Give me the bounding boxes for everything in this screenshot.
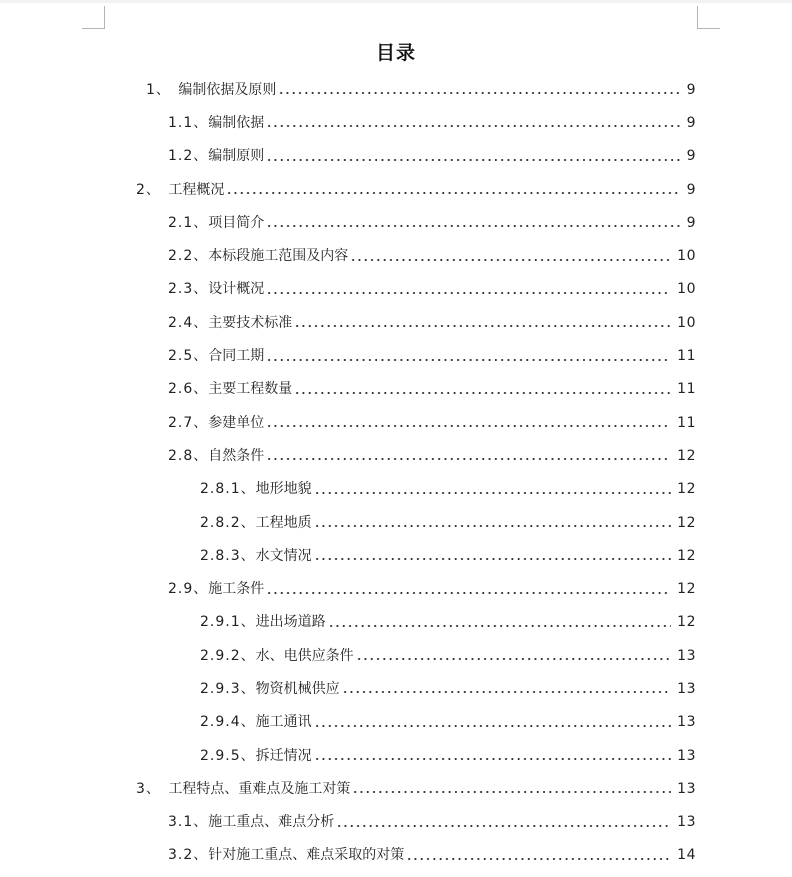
toc-dot-leader [226, 191, 680, 195]
toc-entry-text: 施工重点、难点分析 [208, 814, 335, 831]
toc-dot-leader [406, 857, 671, 861]
toc-entry-page: 10 [677, 314, 696, 331]
toc-entry[interactable] [0, 572, 792, 605]
toc-entry-page: 12 [677, 614, 696, 631]
toc-entry-page: 13 [677, 747, 696, 764]
toc-title: 目录 [375, 42, 416, 64]
toc-entry[interactable] [0, 639, 792, 672]
toc-dot-leader [294, 324, 671, 328]
toc-entry-number: 2.9、 [168, 581, 209, 598]
toc-dot-leader [266, 424, 671, 428]
toc-entry-number: 2.8.2、 [200, 514, 256, 531]
toc-dot-leader [356, 657, 672, 661]
toc-entry-number: 2.9.4、 [200, 714, 256, 731]
toc-entry[interactable] [0, 339, 792, 372]
toc-entry-text: 水文情况 [255, 547, 312, 564]
toc-entry-text: 编制原则 [208, 148, 265, 165]
toc-entry-page: 13 [677, 647, 696, 664]
toc-entry-number: 2.9.2、 [200, 647, 256, 664]
toc-entry-text: 地形地貌 [255, 481, 312, 498]
toc-dot-leader [314, 491, 672, 495]
toc-entry-number: 2.8.1、 [200, 481, 256, 498]
toc-entry-number: 2、 [136, 181, 167, 198]
toc-entry[interactable] [0, 140, 792, 173]
toc-entry[interactable] [0, 806, 792, 839]
toc-dot-leader [328, 624, 672, 628]
toc-entry-page: 12 [677, 581, 696, 598]
toc-entry-number: 2.6、 [168, 381, 209, 398]
toc-entry-number: 3.2、 [168, 847, 209, 864]
toc-entry[interactable] [0, 606, 792, 639]
margin-corner-mark-right [697, 6, 720, 29]
toc-dot-leader [350, 258, 671, 262]
toc-entry-page: 10 [677, 281, 696, 298]
toc-entry[interactable] [0, 672, 792, 705]
toc-entry[interactable] [0, 373, 792, 406]
toc-entry[interactable] [0, 439, 792, 472]
toc-entry-number: 1.1、 [168, 114, 209, 131]
toc-dot-leader [294, 391, 671, 395]
toc-entry-text: 编制依据及原则 [178, 81, 277, 98]
toc-dot-leader [352, 790, 671, 794]
toc-entry-text: 针对施工重点、难点采取的对策 [208, 847, 405, 864]
toc-dot-leader [314, 724, 672, 728]
toc-entry-page: 9 [686, 148, 696, 165]
toc-entry-text: 拆迁情况 [255, 747, 312, 764]
toc-dot-leader [314, 524, 672, 528]
toc-entry-number: 3.1、 [168, 814, 209, 831]
toc-entry-text: 工程地质 [255, 514, 312, 531]
toc-dot-leader [266, 457, 671, 461]
toc-entry-text: 自然条件 [208, 447, 265, 464]
toc-entry-text: 项目简介 [208, 214, 265, 231]
toc-entry-page: 12 [677, 481, 696, 498]
toc-entry-number: 2.5、 [168, 348, 209, 365]
toc-entry-page: 13 [677, 780, 696, 797]
toc-entry-page: 13 [677, 680, 696, 697]
toc-entry-number: 2.7、 [168, 414, 209, 431]
toc-entry[interactable] [0, 839, 792, 872]
toc-entry-number: 2.9.5、 [200, 747, 256, 764]
toc-entry-page: 9 [686, 114, 696, 131]
table-of-contents [0, 73, 792, 872]
toc-entry-text: 设计概况 [208, 281, 265, 298]
toc-entry-text: 水、电供应条件 [255, 647, 354, 664]
toc-entry-number: 2.9.1、 [200, 614, 256, 631]
toc-dot-leader [266, 291, 671, 295]
toc-entry-text: 主要工程数量 [208, 381, 293, 398]
toc-entry-number: 2.8.3、 [200, 547, 256, 564]
toc-entry-number: 2.4、 [168, 314, 209, 331]
toc-dot-leader [266, 358, 671, 362]
toc-entry[interactable] [0, 706, 792, 739]
toc-entry-text: 主要技术标准 [208, 314, 293, 331]
toc-entry[interactable] [0, 306, 792, 339]
toc-entry-number: 2.1、 [168, 214, 209, 231]
toc-entry-text: 本标段施工范围及内容 [208, 248, 349, 265]
toc-entry-number: 2.9.3、 [200, 680, 256, 697]
toc-dot-leader [278, 91, 680, 95]
toc-dot-leader [314, 557, 672, 561]
toc-entry-text: 施工条件 [208, 581, 265, 598]
toc-entry-page: 9 [686, 214, 696, 231]
toc-entry[interactable] [0, 73, 792, 106]
margin-corner-mark-left [82, 6, 105, 29]
toc-entry-number: 3、 [136, 780, 167, 797]
toc-entry[interactable] [0, 173, 792, 206]
toc-entry-page: 11 [677, 348, 696, 365]
toc-entry-page: 14 [677, 847, 696, 864]
toc-entry[interactable] [0, 739, 792, 772]
toc-entry-number: 1、 [146, 81, 177, 98]
toc-entry-text: 施工通讯 [255, 714, 312, 731]
toc-entry-text: 进出场道路 [255, 614, 326, 631]
toc-entry-page: 9 [686, 81, 696, 98]
toc-entry[interactable] [0, 206, 792, 239]
toc-entry-text: 合同工期 [208, 348, 265, 365]
toc-dot-leader [266, 591, 671, 595]
toc-entry-text: 工程概况 [168, 181, 225, 198]
toc-entry[interactable] [0, 506, 792, 539]
toc-dot-leader [266, 224, 680, 228]
toc-entry-number: 2.2、 [168, 248, 209, 265]
toc-entry-page: 11 [677, 381, 696, 398]
toc-entry[interactable] [0, 473, 792, 506]
toc-entry-page: 9 [686, 181, 696, 198]
toc-dot-leader [336, 824, 671, 828]
toc-dot-leader [314, 757, 672, 761]
toc-entry-page: 13 [677, 814, 696, 831]
toc-entry-page: 11 [677, 414, 696, 431]
toc-entry-text: 参建单位 [208, 414, 265, 431]
toc-entry[interactable] [0, 406, 792, 439]
toc-dot-leader [266, 124, 680, 128]
toc-entry-text: 编制依据 [208, 114, 265, 131]
toc-entry-text: 物资机械供应 [255, 680, 340, 697]
toc-entry[interactable] [0, 273, 792, 306]
toc-entry-page: 13 [677, 714, 696, 731]
toc-entry-text: 工程特点、重难点及施工对策 [168, 780, 351, 797]
toc-entry-number: 2.8、 [168, 447, 209, 464]
toc-dot-leader [266, 158, 680, 162]
toc-entry-page: 12 [677, 547, 696, 564]
toc-entry[interactable] [0, 106, 792, 139]
toc-entry-number: 1.2、 [168, 148, 209, 165]
toc-entry-page: 10 [677, 248, 696, 265]
toc-entry[interactable] [0, 772, 792, 805]
toc-entry[interactable] [0, 239, 792, 272]
toc-entry-page: 12 [677, 447, 696, 464]
toc-dot-leader [342, 690, 672, 694]
page-top-edge [0, 0, 792, 3]
toc-entry[interactable] [0, 539, 792, 572]
toc-entry-number: 2.3、 [168, 281, 209, 298]
toc-entry-page: 12 [677, 514, 696, 531]
